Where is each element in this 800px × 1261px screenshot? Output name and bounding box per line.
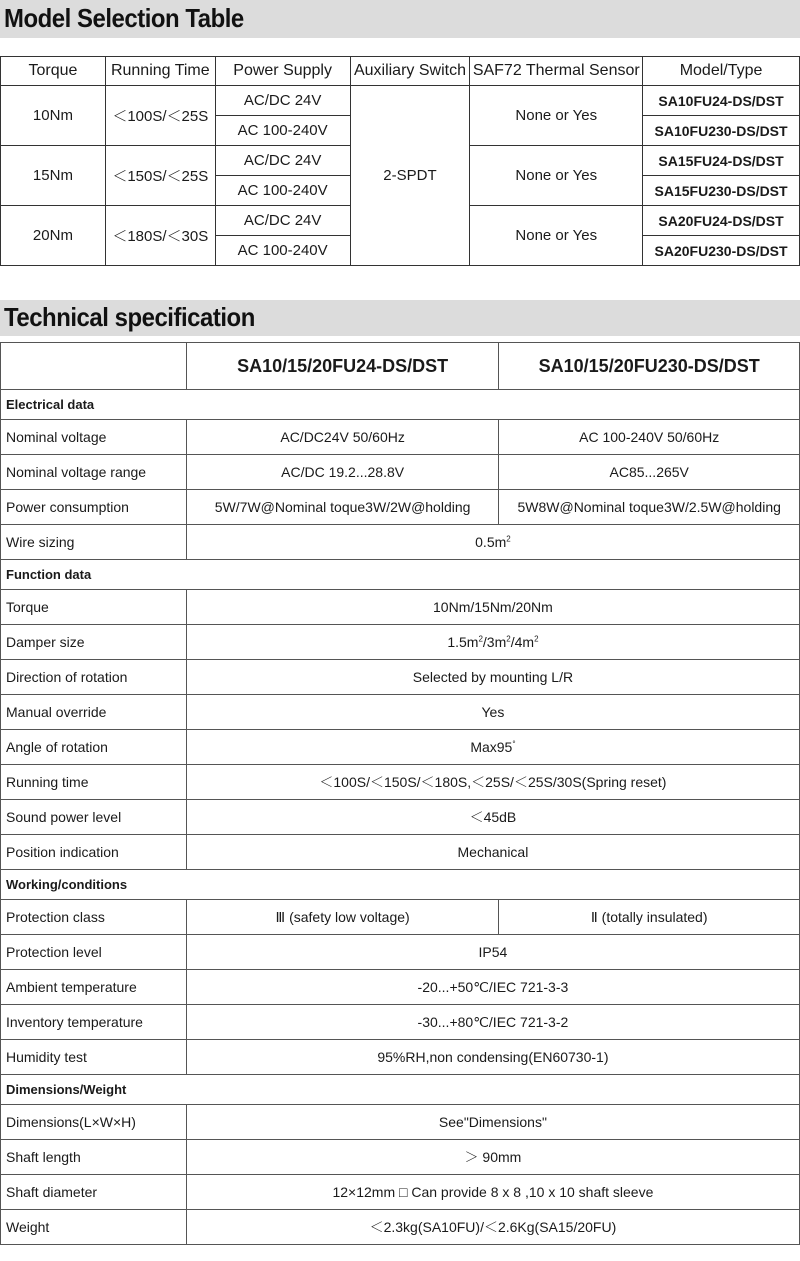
model-selection-title: Model Selection Table	[4, 3, 244, 33]
row-label: Weight	[1, 1210, 187, 1245]
running-time-cell: ＜100S/＜25S	[105, 86, 215, 146]
table-row	[1, 800, 800, 835]
damper-c: /4m	[510, 634, 535, 650]
table-row	[1, 455, 800, 490]
model-cell: SA20FU230-DS/DST	[643, 236, 800, 266]
superscript: 2	[506, 634, 511, 644]
col-header: Running Time	[105, 57, 215, 86]
table-row	[1, 525, 800, 560]
spec-header-blank	[1, 343, 187, 390]
row-value: 5W8W@Nominal toque3W/2.5W@holding	[499, 490, 800, 525]
table-row	[1, 970, 800, 1005]
col-header: Torque	[1, 57, 106, 86]
power-cell: AC/DC 24V	[215, 206, 350, 236]
table-row	[1, 835, 800, 870]
row-value: Yes	[186, 695, 799, 730]
row-value: Ⅲ (safety low voltage)	[186, 900, 499, 935]
model-selection-header	[0, 0, 800, 38]
superscript: 2	[478, 634, 483, 644]
damper-b: /3m	[482, 634, 507, 650]
tech-spec-title: Technical specification	[4, 302, 255, 332]
row-label: Position indication	[1, 835, 187, 870]
aux-switch-cell: 2-SPDT	[350, 86, 470, 266]
table-row	[1, 420, 800, 455]
group-row	[1, 870, 800, 900]
row-label: Torque	[1, 590, 187, 625]
col-header: Auxiliary Switch	[350, 57, 470, 86]
model-cell: SA20FU24-DS/DST	[643, 206, 800, 236]
superscript: 2	[506, 534, 511, 544]
damper-a: 1.5m	[447, 634, 479, 650]
tech-spec-table	[0, 342, 800, 1245]
group-heading: Electrical data	[1, 390, 800, 420]
torque-cell: 20Nm	[1, 206, 106, 266]
spec-header-row	[1, 343, 800, 390]
running-time-cell: ＜180S/＜30S	[105, 206, 215, 266]
group-heading: Dimensions/Weight	[1, 1075, 800, 1105]
row-label: Running time	[1, 765, 187, 800]
col-header: Model/Type	[643, 57, 800, 86]
power-cell: AC 100-240V	[215, 116, 350, 146]
col-header: Power Supply	[215, 57, 350, 86]
row-value: Mechanical	[186, 835, 799, 870]
row-value	[186, 730, 799, 765]
angle-value: Max95	[470, 739, 513, 755]
row-value: ＜2.3kg(SA10FU)/＜2.6Kg(SA15/20FU)	[186, 1210, 799, 1245]
thermal-cell: None or Yes	[470, 206, 643, 266]
row-value: Selected by mounting L/R	[186, 660, 799, 695]
table-row	[1, 1105, 800, 1140]
row-value: ＞ 90mm	[186, 1140, 799, 1175]
table-row	[1, 660, 800, 695]
row-value: 5W/7W@Nominal toque3W/2W@holding	[186, 490, 499, 525]
row-value: -30...+80℃/IEC 721-3-2	[186, 1005, 799, 1040]
row-label: Protection class	[1, 900, 187, 935]
group-row	[1, 1075, 800, 1105]
table-row	[1, 590, 800, 625]
table-row	[1, 490, 800, 525]
row-label: Inventory temperature	[1, 1005, 187, 1040]
table-header-row	[1, 57, 800, 86]
group-row	[1, 390, 800, 420]
row-value: 95%RH,non condensing(EN60730-1)	[186, 1040, 799, 1075]
power-cell: AC 100-240V	[215, 236, 350, 266]
power-cell: AC/DC 24V	[215, 146, 350, 176]
thermal-cell: None or Yes	[470, 86, 643, 146]
row-label: Sound power level	[1, 800, 187, 835]
group-row	[1, 560, 800, 590]
col-header: SAF72 Thermal Sensor	[470, 57, 643, 86]
spec-col2-header: SA10/15/20FU230-DS/DST	[499, 343, 800, 390]
row-value: 10Nm/15Nm/20Nm	[186, 590, 799, 625]
running-time-cell: ＜150S/＜25S	[105, 146, 215, 206]
row-label: Angle of rotation	[1, 730, 187, 765]
power-cell: AC 100-240V	[215, 176, 350, 206]
table-row	[1, 900, 800, 935]
row-value	[186, 525, 799, 560]
wire-value: 0.5m	[475, 534, 507, 550]
row-value: -20...+50℃/IEC 721-3-3	[186, 970, 799, 1005]
table-row	[1, 730, 800, 765]
model-selection-table	[0, 56, 800, 266]
spec-col1-header: SA10/15/20FU24-DS/DST	[186, 343, 499, 390]
table-row	[1, 1210, 800, 1245]
row-value: AC/DC 19.2...28.8V	[186, 455, 499, 490]
model-cell: SA15FU24-DS/DST	[643, 146, 800, 176]
row-value: IP54	[186, 935, 799, 970]
row-label: Humidity test	[1, 1040, 187, 1075]
row-value: AC/DC24V 50/60Hz	[186, 420, 499, 455]
row-value: 12×12mm □ Can provide 8 x 8 ,10 x 10 shaft sleeve	[186, 1175, 799, 1210]
table-row	[1, 1175, 800, 1210]
table-row	[1, 695, 800, 730]
power-cell: AC/DC 24V	[215, 86, 350, 116]
model-cell: SA10FU230-DS/DST	[643, 116, 800, 146]
table-row	[1, 86, 800, 116]
tech-spec-header	[0, 300, 800, 336]
group-heading: Function data	[1, 560, 800, 590]
row-value: AC85...265V	[499, 455, 800, 490]
torque-cell: 10Nm	[1, 86, 106, 146]
row-value: AC 100-240V 50/60Hz	[499, 420, 800, 455]
row-label: Direction of rotation	[1, 660, 187, 695]
row-value: ＜100S/＜150S/＜180S,＜25S/＜25S/30S(Spring reset)	[186, 765, 799, 800]
row-label: Protection level	[1, 935, 187, 970]
row-value: ＜45dB	[186, 800, 799, 835]
row-label: Manual override	[1, 695, 187, 730]
row-value	[186, 625, 799, 660]
table-row	[1, 1005, 800, 1040]
row-label: Shaft diameter	[1, 1175, 187, 1210]
row-label: Nominal voltage	[1, 420, 187, 455]
superscript: °	[512, 739, 516, 749]
model-cell: SA10FU24-DS/DST	[643, 86, 800, 116]
row-label: Shaft length	[1, 1140, 187, 1175]
row-label: Ambient temperature	[1, 970, 187, 1005]
row-label: Wire sizing	[1, 525, 187, 560]
superscript: 2	[534, 634, 539, 644]
table-row	[1, 1040, 800, 1075]
thermal-cell: None or Yes	[470, 146, 643, 206]
group-heading: Working/conditions	[1, 870, 800, 900]
table-row	[1, 625, 800, 660]
row-label: Nominal voltage range	[1, 455, 187, 490]
row-label: Dimensions(L×W×H)	[1, 1105, 187, 1140]
row-label: Power consumption	[1, 490, 187, 525]
row-value: Ⅱ (totally insulated)	[499, 900, 800, 935]
torque-cell: 15Nm	[1, 146, 106, 206]
row-label: Damper size	[1, 625, 187, 660]
table-row	[1, 935, 800, 970]
model-cell: SA15FU230-DS/DST	[643, 176, 800, 206]
table-row	[1, 765, 800, 800]
row-value: See"Dimensions"	[186, 1105, 799, 1140]
table-row	[1, 1140, 800, 1175]
